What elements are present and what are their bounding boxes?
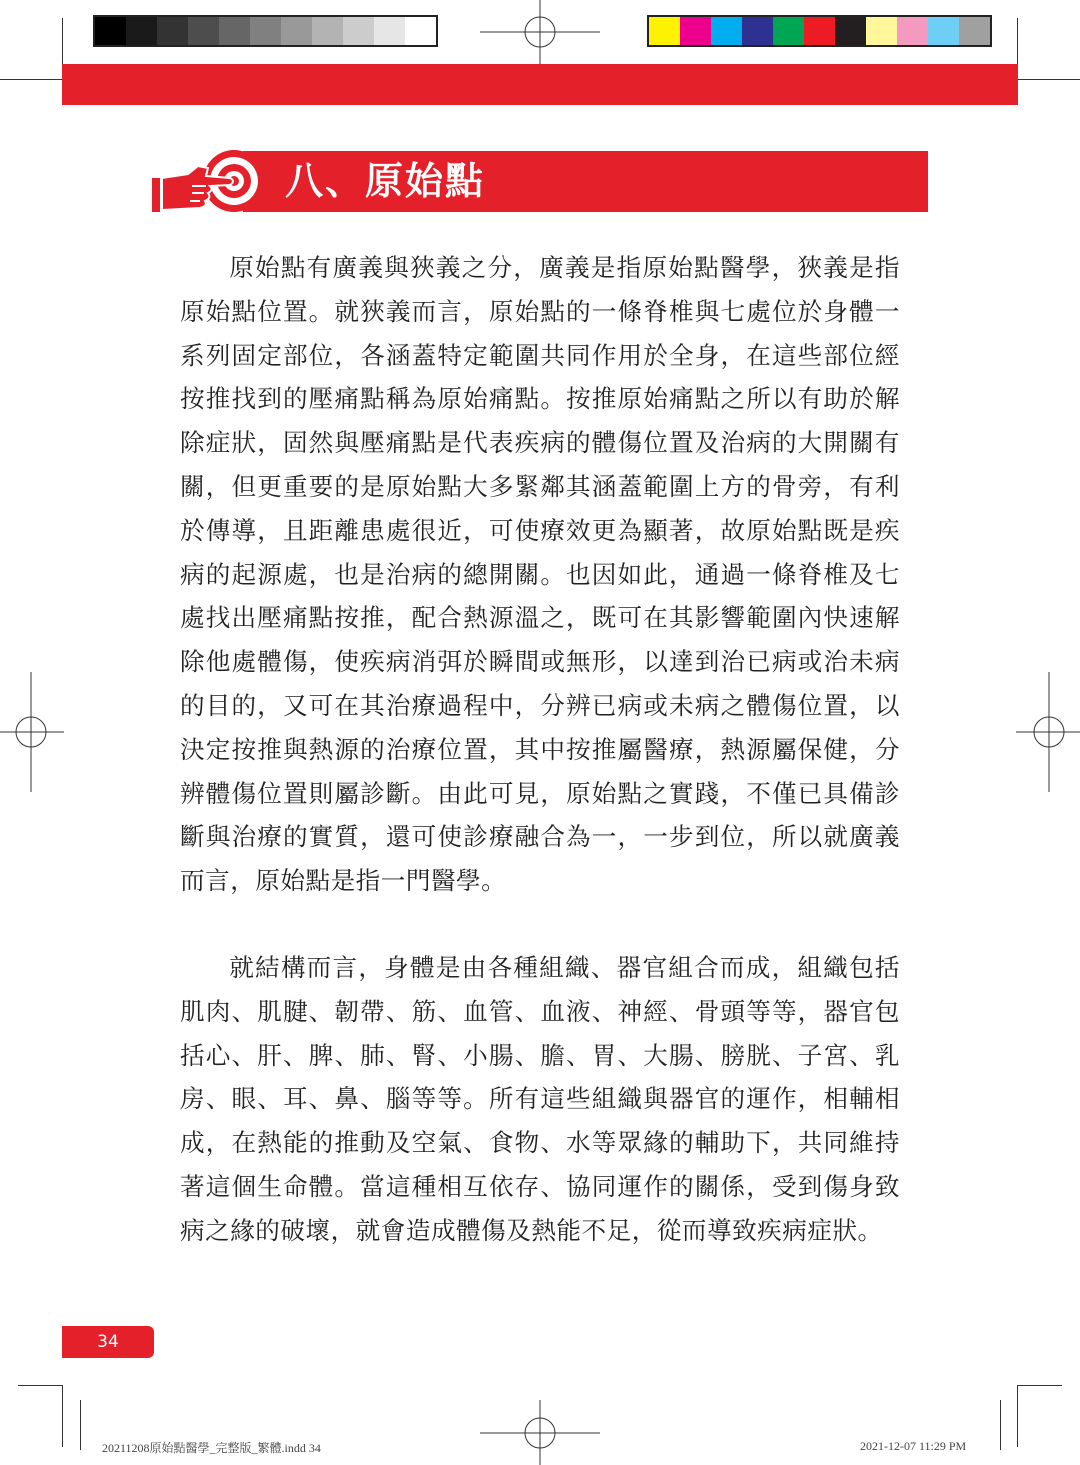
registration-mark-left <box>0 672 64 792</box>
color-swatch-9 <box>928 17 959 45</box>
registration-mark-bottom <box>480 1400 600 1465</box>
color-swatch-3 <box>742 17 773 45</box>
gray-swatch-10 <box>405 17 436 45</box>
color-swatch-0 <box>649 17 680 45</box>
section-title: 八、原始點 <box>285 159 486 203</box>
page-number: 34 <box>97 1332 119 1352</box>
color-swatch-4 <box>773 17 804 45</box>
registration-mark-right <box>1016 672 1080 792</box>
gray-swatch-3 <box>188 17 219 45</box>
gray-swatch-4 <box>219 17 250 45</box>
pointing-hand-target-icon <box>148 148 270 218</box>
gray-swatch-1 <box>126 17 157 45</box>
gray-swatch-7 <box>312 17 343 45</box>
date-slug: 2021-12-07 11:29 PM <box>860 1439 967 1453</box>
header-band <box>62 64 1018 105</box>
color-swatch-6 <box>835 17 866 45</box>
gray-swatch-6 <box>281 17 312 45</box>
color-swatch-2 <box>711 17 742 45</box>
body-paragraph-2: 就結構而言，身體是由各種組織、器官組合而成，組織包括肌肉、肌腱、韌帶、筋、血管、血液、神經、骨頭等等，器官包括心、肝、脾、肺、腎、小腸、膽、胃、大腸、膀胱、子宮、乳房、眼、耳、鼻、腦等等。所有這些組織與器官的運作，相輔相成，在熱能的推動及空氣、食物、水等眾緣的輔助下，共同維持著這個生命體。當這種相互依存、協同運作的關係，受到傷身致病之緣的破壞，就會造成體傷及熱能不足，從而導致疾病症狀。 <box>180 953 900 1245</box>
body-paragraph-1: 原始點有廣義與狹義之分，廣義是指原始點醫學，狹義是指原始點位置。就狹義而言，原始點的一條脊椎與七處位於身體一系列固定部位，各涵蓋特定範圍共同作用於全身，在這些部位經按推找到的壓痛點稱為原始痛點。按推原始痛點之所以有助於解除症狀，固然與壓痛點是代表疾病的體傷位置及治病的大開關有關，但更重要的是原始點大多緊鄰其涵蓋範圍上方的骨旁，有利於傳導，且距離患處很近，可使療效更為顯著，故原始點既是疾病的起源處，也是治病的總開關。也因如此，通過一條脊椎及七處找出壓痛點按推，配合熱源溫之，既可在其影響範圍內快速解除他處體傷，使疾病消弭於瞬間或無形，以達到治已病或治未病的目的，又可在其治療過程中，分辨已病或未病之體傷位置，以決定按推與熱源的治療位置，其中按推屬醫療，熱源屬保健，分辨體傷位置則屬診斷。由此可見，原始點之實踐，不僅已具備診斷與治療的實質，還可使診療融合為一，一步到位，所以就廣義而言，原始點是指一門醫學。 <box>180 253 900 896</box>
color-swatch-10 <box>959 17 990 45</box>
color-swatch-7 <box>866 17 897 45</box>
color-swatch-1 <box>680 17 711 45</box>
color-swatch-5 <box>804 17 835 45</box>
gray-swatch-0 <box>95 17 126 45</box>
file-slug: 20211208原始點醫學_完整版_繁體.indd 34 <box>102 1441 321 1455</box>
gray-swatch-9 <box>374 17 405 45</box>
gray-swatch-2 <box>157 17 188 45</box>
grayscale-calibration-bar <box>93 15 438 47</box>
color-swatch-8 <box>897 17 928 45</box>
gray-swatch-8 <box>343 17 374 45</box>
gray-swatch-5 <box>250 17 281 45</box>
registration-mark-top <box>480 0 600 64</box>
color-calibration-bar <box>647 15 992 47</box>
